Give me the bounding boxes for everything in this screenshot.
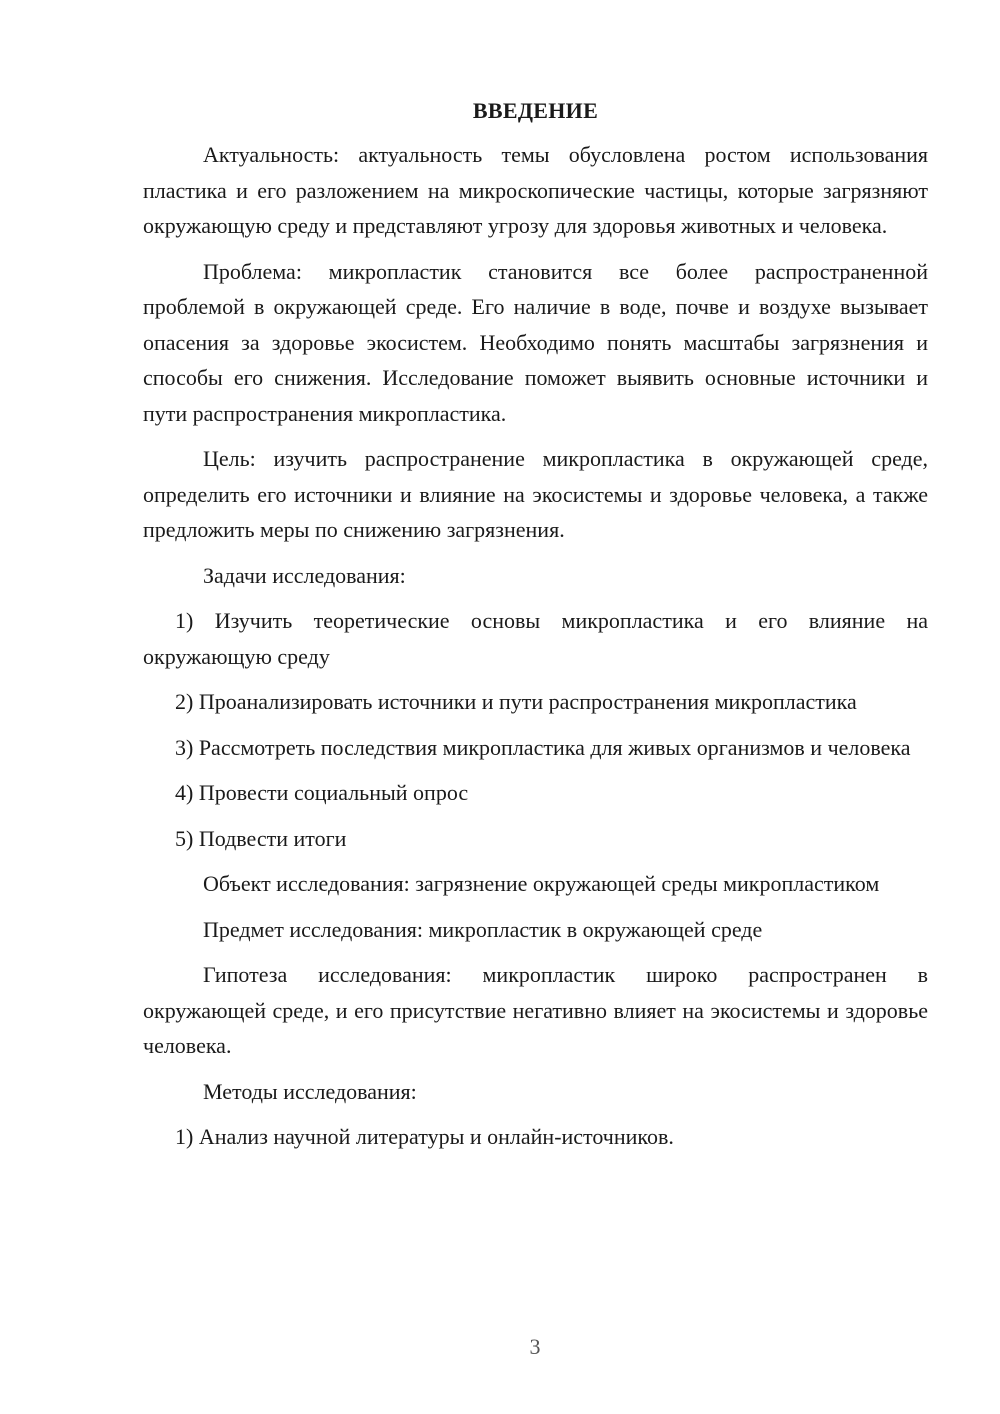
methods-heading: Методы исследования: — [203, 1078, 417, 1104]
hypothesis-paragraph: Гипотеза исследования: микропластик широко распространен в окружающей среде, и его присутствие негативно влияет на экосистемы и здоровье человека. — [143, 962, 928, 1058]
page-title: ВВЕДЕНИЕ — [472, 98, 599, 123]
tasks-heading: Задачи исследования: — [203, 562, 406, 588]
document-page — [143, 95, 928, 1165]
object-paragraph: Объект исследования: загрязнение окружающей среды микропластиком — [203, 871, 880, 896]
subject-paragraph: Предмет исследования: микропластик в окружающей среде — [203, 916, 763, 942]
task-item-1: 1) Изучить теоретические основы микропластика и его влияние на окружающую среду — [143, 608, 928, 669]
relevance-paragraph: Актуальность: актуальность темы обусловлена ростом использования пластика и его разложением на микроскопические частицы, которые загрязняют окружающую среду и представляют угрозу для здоровья животных и человека. — [143, 142, 928, 238]
task-item-4: 4) Провести социальный опрос — [175, 780, 469, 805]
problem-paragraph: Проблема: микропластик становится все более распространенной проблемой в окружающей среде. Его наличие в воде, почве и воздухе вызывает опасения за здоровье экосистем. Необходимо понять масштабы загрязнения и способы его снижения. Исследование поможет выявить основные источники и пути распространения микропластика. — [143, 258, 928, 426]
task-item-3: 3) Рассмотреть последствия микропластика для живых организмов и человека — [175, 734, 911, 760]
method-item-1: 1) Анализ научной литературы и онлайн-источников. — [175, 1124, 674, 1149]
task-item-2: 2) Проанализировать источники и пути распространения микропластика — [175, 689, 857, 714]
task-item-5: 5) Подвести итоги — [175, 825, 347, 851]
page-number: 3 — [529, 1334, 541, 1359]
goal-paragraph: Цель: изучить распространение микропластика в окружающей среде, определить его источники и влияние на экосистемы и здоровье человека, а также предложить меры по снижению загрязнения. — [143, 446, 928, 542]
